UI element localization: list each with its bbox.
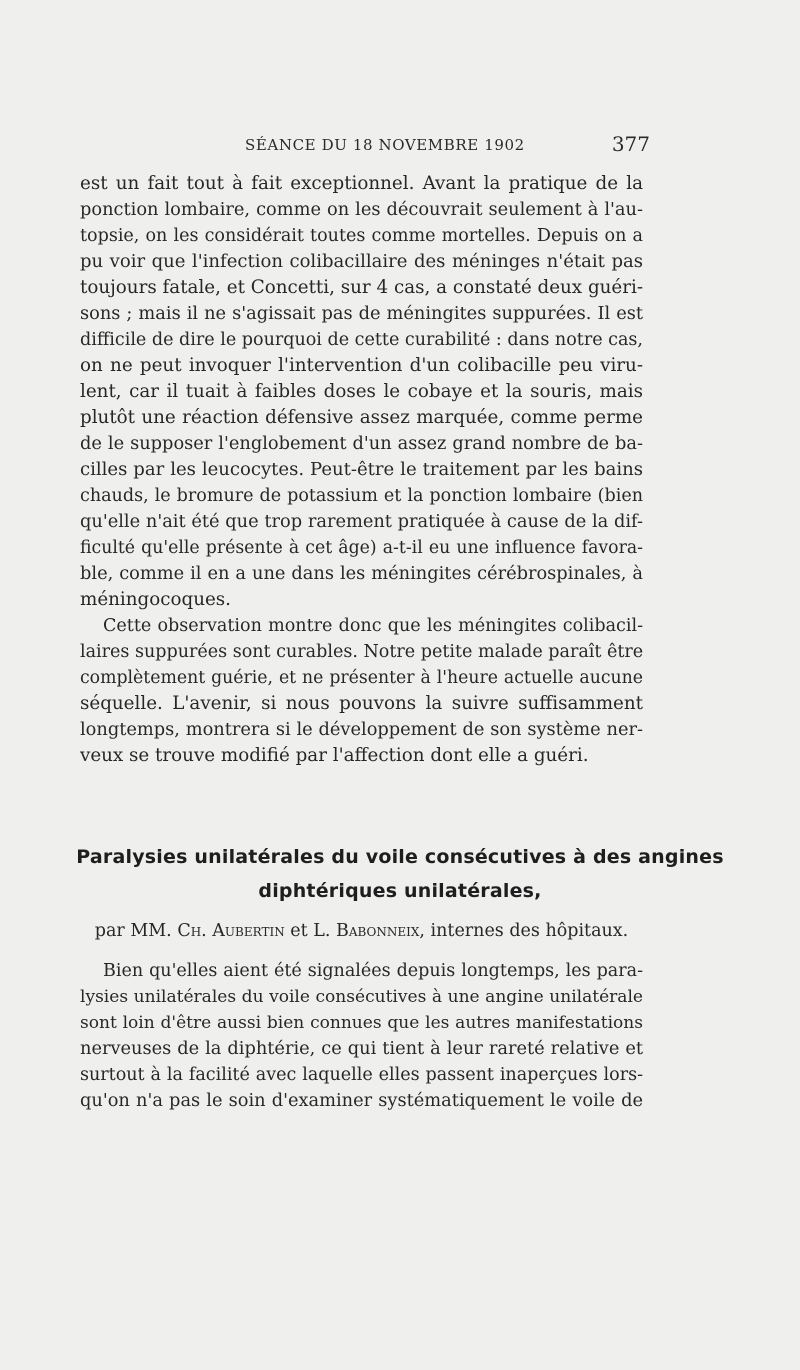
text-line: longtemps, montrera si le développement de son système ner- [80,719,643,740]
text-line: laires suppurées sont curables. Notre petite malade paraît être [80,642,644,662]
running-head: SÉANCE DU 18 NOVEMBRE 1902 [245,136,525,154]
text-line: ponction lombaire, comme on les découvrait seulement à l'au- [80,199,643,220]
text-line: cilles par les leucocytes. Peut-être le traitement par les bains [80,459,643,480]
text-line: Cette observation montre donc que les méningites colibacil- [103,616,643,636]
text-line: Bien qu'elles aient été signalées depuis longtemps, les para- [103,961,643,981]
byline-conjunction: et [284,921,314,941]
author-name: Ch. Aubertin [177,921,285,941]
text-line: difficile de dire le pourquoi de cette curabilité : dans notre cas, [80,330,643,350]
page-header [80,132,650,158]
text-line: qu'on n'a pas le soin d'examiner systématiquement le voile de [80,1090,643,1111]
article-title-line-2: diphtériques unilatérales, [258,880,542,902]
text-line: pu voir que l'infection colibacillaire des méninges n'était pas [80,251,643,272]
text-line: surtout à la facilité avec laquelle elles passent inaperçues lors- [80,1065,643,1085]
text-line: sons ; mais il ne s'agissait pas de méningites suppurées. Il est [80,303,643,324]
byline-prefix: par MM. [94,921,178,941]
text-line: complètement guérie, et ne présenter à l'heure actuelle aucune [80,668,643,688]
text-line: est un fait tout à fait exceptionnel. Avant la pratique de la [80,173,643,194]
text-line: topsie, on les considérait toutes comme mortelles. Depuis on a [80,226,643,246]
text-line: on ne peut invoquer l'intervention d'un colibacille peu viru- [80,355,643,376]
text-line: de le supposer l'englobement d'un assez grand nombre de ba- [80,433,643,454]
text-line: méningocoques. [80,589,231,610]
text-line: ble, comme il en a une dans les méningites cérébrospinales, à [80,563,643,584]
text-line: veux se trouve modifié par l'affection dont elle a guéri. [80,745,589,766]
text-line: plutôt une réaction défensive assez marquée, comme perme [80,407,643,428]
text-line: séquelle. L'avenir, si nous pouvons la suivre suffisamment [80,693,643,714]
text-line: toujours fatale, et Concetti, sur 4 cas, a constaté deux guéri- [80,277,643,298]
byline-suffix: , internes des hôpitaux. [419,921,629,941]
text-line: ficulté qu'elle présente à cet âge) a-t-il eu une influence favora- [80,538,643,558]
text-line: lysies unilatérales du voile consécutives à une angine unilatérale [80,987,643,1007]
article-title-line-1: Paralysies unilatérales du voile consécutives à des angines [76,846,724,868]
page-number: 377 [611,132,650,156]
text-line: nerveuses de la diphtérie, ce qui tient à leur rareté relative et [80,1038,643,1059]
text-line: sont loin d'être aussi bien connues que les autres manifestations [80,1013,643,1033]
text-line: lent, car il tuait à faibles doses le cobaye et la souris, mais [80,381,643,402]
text-line: qu'elle n'ait été que trop rarement pratiquée à cause de la dif- [80,511,643,532]
byline [80,918,643,944]
author-name: L. Babonneix [313,921,420,941]
text-line: chauds, le bromure de potassium et la ponction lombaire (bien [80,486,643,506]
